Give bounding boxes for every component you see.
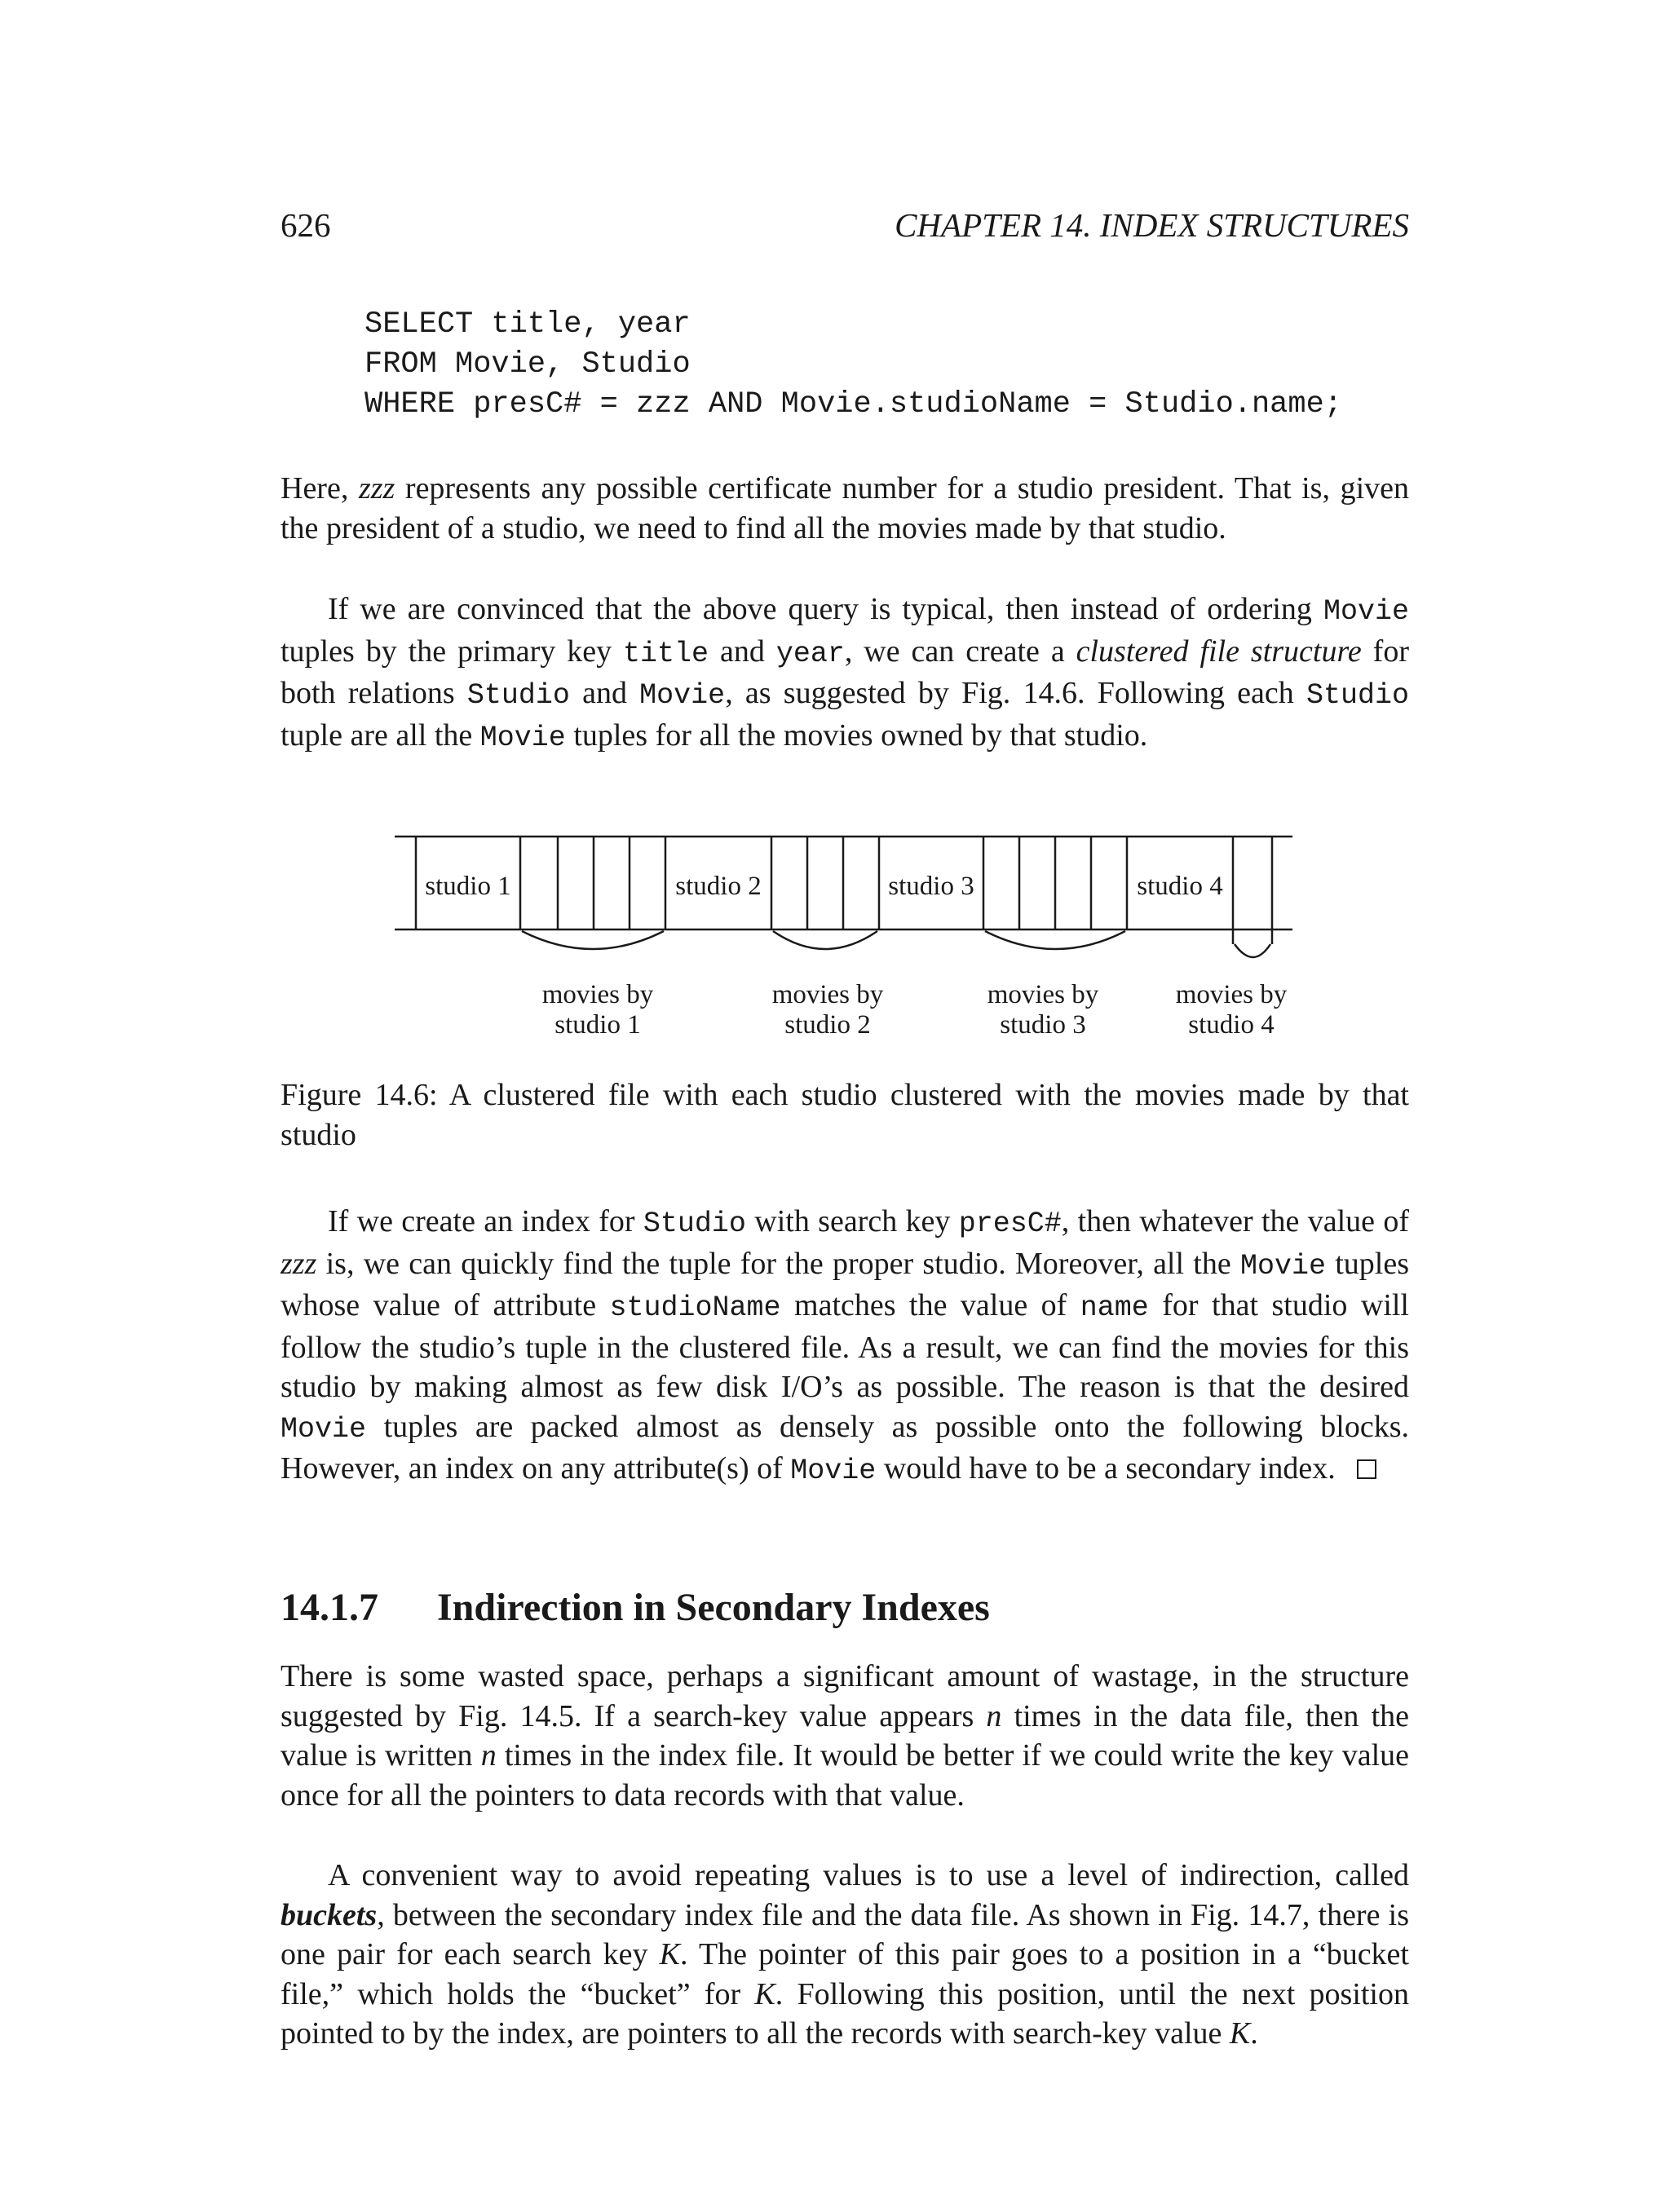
group-label: studio 1 — [554, 1010, 641, 1040]
paragraph: If we create an index for Studio with search key presC#, then whatever the value of zzz is, we can quickly find the tuple for the proper studio. Moreover, all the Movie tuples whose value of attribute studioName matches the value of name for that studio will follow the studio’s tuple in the clustered file. As a result, we can find the movies for this studio by making almost as few disk I/O’s as possible. The reason is that the desired Movie tuples are packed almost as densely as possible onto the following blocks. However, an index on any attribute(s) of Movie would have to be a secondary index. — [281, 1204, 1409, 1487]
code-term: Movie — [281, 1412, 367, 1446]
group-label: movies by — [987, 980, 1099, 1009]
page-number: 626 — [281, 206, 331, 244]
sql-query — [364, 305, 1342, 425]
paragraph: If we are convinced that the above query is typical, then instead of ordering Movie tuples by the primary key title and year, we can create a clustered file structure for both relations Studio and Movie, as suggested by Fig. 14.6. Following each Studio tuple are all the Movie tuples for all the movies owned by that studio. — [281, 592, 1410, 754]
studio-label: studio 1 — [425, 872, 511, 901]
code-term: Movie — [1323, 595, 1409, 628]
section-number: 14.1.7 — [281, 1586, 378, 1629]
end-of-example-box — [1357, 1459, 1376, 1479]
brace-studio-4 — [1235, 944, 1270, 957]
code-term: presC# — [958, 1208, 1062, 1240]
variable: zzz — [358, 471, 395, 506]
brace-studio-2 — [773, 931, 877, 949]
emphasis: buckets — [281, 1897, 378, 1932]
math-variable: K — [659, 1937, 680, 1971]
code-line: WHERE presC# = zzz AND Movie.studioName = Studio.name; — [364, 387, 1342, 422]
group-label: movies by — [541, 980, 654, 1009]
group-label: movies by — [1175, 980, 1288, 1009]
code-term: Movie — [639, 679, 726, 712]
code-term: title — [623, 637, 709, 670]
brace-studio-1 — [522, 931, 664, 949]
code-term: Studio — [643, 1208, 746, 1240]
group-label: studio 2 — [784, 1010, 871, 1040]
emphasis: clustered file structure — [1076, 634, 1362, 669]
group-label: studio 4 — [1188, 1010, 1275, 1040]
page-header — [281, 205, 1409, 251]
code-term: Studio — [466, 679, 570, 712]
figure-caption: Figure 14.6: A clustered file with each studio clustered with the movies made by that studio — [281, 1078, 1409, 1152]
paragraph: There is some wasted space, perhaps a significant amount of wastage, in the structure suggested by Fig. 14.5. If a search-key value appears n times in the data file, then the value is written n times in the index file. It would be better if we could write the key value once for all the pointers to data records with that value. — [281, 1659, 1410, 1812]
math-variable: n — [480, 1738, 497, 1773]
code-line: SELECT title, year — [364, 307, 691, 342]
studio-label: studio 2 — [675, 872, 762, 901]
paragraph: Here, zzz represents any possible certificate number for a studio president. That is, given the president of a studio, we need to find all the movies made by that studio. — [281, 471, 1409, 545]
math-variable: K — [754, 1976, 775, 2011]
section-title: Indirection in Secondary Indexes — [437, 1586, 990, 1629]
code-term: name — [1080, 1291, 1149, 1324]
math-variable: n — [986, 1698, 1002, 1733]
code-term: year — [775, 637, 845, 670]
studio-label: studio 3 — [888, 872, 974, 901]
paragraph: A convenient way to avoid repeating values is to use a level of indirection, called buckets, between the secondary index file and the data file. As shown in Fig. 14.7, there is one pair for each search key K. The pointer of this pair goes to a position in a “bucket file,” which holds the “bucket” for K. Following this position, until the next position pointed to by the index, are pointers to all the records with search-key value K. — [281, 1858, 1409, 2051]
code-term: Movie — [479, 721, 566, 754]
code-term: studioName — [609, 1291, 781, 1324]
code-line: FROM Movie, Studio — [364, 347, 691, 382]
studio-label: studio 4 — [1137, 872, 1223, 901]
chapter-title: CHAPTER 14. INDEX STRUCTURES — [895, 206, 1409, 244]
code-term: Movie — [790, 1455, 877, 1487]
group-label: movies by — [771, 980, 884, 1009]
group-label: studio 3 — [1000, 1010, 1086, 1040]
code-term: Movie — [1239, 1249, 1326, 1283]
math-variable: K — [1229, 2016, 1251, 2051]
variable: zzz — [281, 1246, 317, 1281]
section-heading — [281, 1585, 990, 1630]
brace-studio-3 — [985, 931, 1125, 949]
code-term: Studio — [1306, 679, 1410, 712]
